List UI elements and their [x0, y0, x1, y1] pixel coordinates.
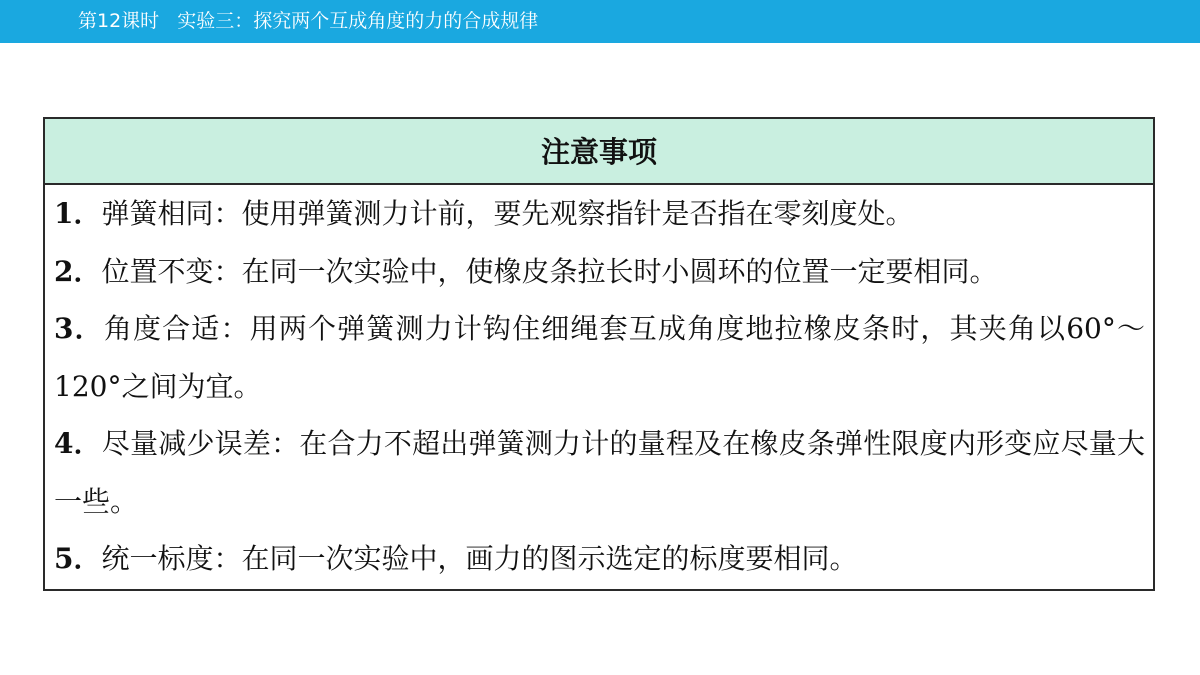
notes-heading: 注意事项 [45, 119, 1153, 185]
note-text: 尽量减少误差：在合力不超出弹簧测力计的量程及在橡皮条弹性限度内形变应尽量大一些。 [54, 427, 1146, 518]
note-item-2 [54, 243, 1145, 301]
notes-list [45, 185, 1153, 588]
note-number: 5． [54, 542, 102, 575]
top-banner [0, 0, 1200, 43]
note-number: 3． [54, 312, 104, 345]
note-item-4 [54, 415, 1145, 530]
note-text: 位置不变：在同一次实验中，使橡皮条拉长时小圆环的位置一定要相同。 [101, 254, 998, 288]
note-text: 弹簧相同：使用弹簧测力计前，要先观察指针是否指在零刻度处。 [101, 197, 914, 230]
note-number: 1． [54, 197, 102, 230]
notes-table [43, 117, 1155, 591]
note-number: 2． [54, 254, 102, 288]
note-number: 4． [54, 427, 102, 460]
slide-title [78, 0, 538, 43]
lesson-label: 第12课时 [78, 10, 160, 32]
note-text: 角度合适：用两个弹簧测力计钩住细绳套互成角度地拉橡皮条时，其夹角以60°～120°之间为宜。 [54, 312, 1145, 403]
note-item-3 [54, 300, 1145, 415]
note-item-1 [54, 185, 1145, 243]
note-text: 统一标度：在同一次实验中，画力的图示选定的标度要相同。 [101, 542, 858, 575]
experiment-title: 实验三：探究两个互成角度的力的合成规律 [177, 10, 539, 32]
note-item-5 [54, 530, 1145, 588]
